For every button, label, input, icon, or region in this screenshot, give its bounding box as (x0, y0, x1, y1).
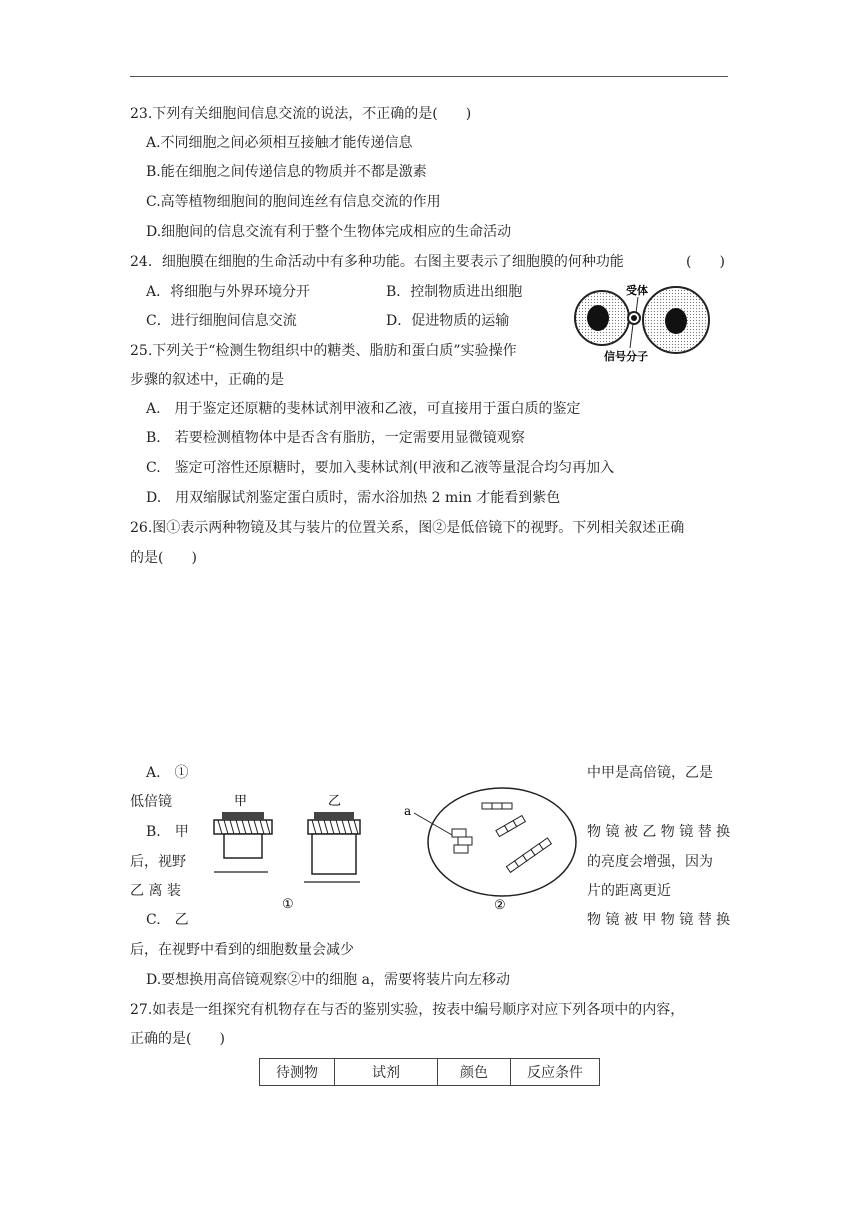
q27-stem-1: 27.如表是一组探究有机物存在与否的鉴别实验，按表中编号顺序对应下列各项中的内容， (130, 1002, 685, 1018)
q26-option-b-right: 物 镜 被 乙 物 镜 替 换 (587, 824, 731, 840)
left-nucleus (587, 305, 609, 331)
table-header-cell: 试剂 (335, 1059, 438, 1086)
q25-option-a: A. 用于鉴定还原糖的斐林试剂甲液和乙液，可直接用于蛋白质的鉴定 (146, 401, 581, 417)
table-header-cell: 反应条件 (511, 1059, 600, 1086)
q24-option-c: C．进行细胞间信息交流 (146, 313, 297, 329)
table-header-row (260, 1059, 600, 1086)
q23-option-a: A.不同细胞之间必须相互接触才能传递信息 (146, 135, 413, 151)
header-rule (130, 76, 728, 77)
receptor-label: 受体 (626, 284, 648, 297)
signal-label: 信号分子 (604, 350, 648, 363)
q26-option-a-right: 中甲是高倍镜，乙是 (587, 765, 713, 781)
q24-stem: 24．细胞膜在细胞的生命活动中有多种功能。右图主要表示了细胞膜的何种功能 (130, 254, 624, 270)
right-nucleus (665, 308, 687, 334)
q26-option-b-cont-right: 的亮度会增强，因为 (587, 854, 713, 870)
signal-pointer (630, 324, 633, 348)
q26-option-b-left: B. 甲 (146, 824, 189, 840)
q27-table (259, 1058, 600, 1086)
q24-option-b: B．控制物质进出细胞 (386, 284, 523, 300)
lens-jia (214, 812, 272, 872)
q26-option-b-cont-left: 后，视野 (130, 854, 186, 870)
objective-lenses-figure (210, 790, 370, 914)
q24-option-a: A．将细胞与外界环境分开 (146, 284, 311, 300)
q26-option-a-cont: 低倍镜 (130, 794, 172, 810)
q26-option-a-left: A. ① (146, 765, 189, 781)
q25-option-c: C. 鉴定可溶性还原糖时，要加入斐林试剂(甲液和乙液等量混合均匀再加入 (146, 460, 615, 476)
q25-option-b: B. 若要检测植物体中是否含有脂肪，一定需要用显微镜观察 (146, 430, 525, 446)
q25-stem-1: 25.下列关于“检测生物组织中的糖类、脂肪和蛋白质”实验操作 (130, 343, 517, 359)
q26-stem-1: 26.图①表示两种物镜及其与装片的位置关系，图②是低倍镜下的视野。下列相关叙述正确 (130, 520, 685, 536)
q25-option-d: D. 用双缩脲试剂鉴定蛋白质时，需水浴加热 2 min 才能看到紫色 (146, 490, 561, 506)
figure-2-label: ② (494, 898, 506, 913)
q26-stem-2: 的是( ) (130, 550, 197, 566)
q23-stem: 23.下列有关细胞间信息交流的说法，不正确的是( ) (130, 106, 472, 122)
lens-yi (304, 812, 360, 882)
cell-signaling-figure (572, 280, 724, 364)
q26-option-c-left: C. 乙 (146, 912, 189, 928)
table-header-cell: 待测物 (260, 1059, 335, 1086)
q23-option-b: B.能在细胞之间传递信息的物质并不都是激素 (146, 164, 427, 180)
cell-chain-top (482, 803, 512, 809)
q26-option-c-right: 物 镜 被 甲 物 镜 替 换 (587, 912, 731, 928)
q26-option-b-cont2-right: 片的距离更近 (587, 883, 671, 899)
q26-option-c-cont: 后，在视野中看到的细胞数量会减少 (130, 942, 354, 958)
cell-a-label: a (404, 804, 412, 818)
lens-jia-label: 甲 (234, 794, 248, 809)
q24-option-d: D．促进物质的运输 (386, 313, 510, 329)
table-header-cell: 颜色 (438, 1059, 511, 1086)
q23-option-d: D.细胞间的信息交流有利于整个生物体完成相应的生命活动 (146, 224, 512, 240)
figure-1-label: ① (282, 897, 294, 912)
q27-stem-2: 正确的是( ) (130, 1031, 225, 1047)
q24-paren: ( ) (686, 254, 725, 270)
microscope-field-figure (400, 785, 580, 915)
q25-stem-2: 步骤的叙述中，正确的是 (130, 372, 284, 388)
q26-option-d: D.要想换用高倍镜观察②中的细胞 a，需要将装片向左移动 (146, 972, 510, 988)
receptor-pointer (636, 297, 638, 313)
q23-option-c: C.高等植物细胞间的胞间连丝有信息交流的作用 (146, 194, 441, 210)
signal-dot (631, 315, 637, 321)
lens-yi-label: 乙 (328, 794, 342, 809)
q26-option-b-cont2-left: 乙 离 装 (130, 883, 181, 899)
